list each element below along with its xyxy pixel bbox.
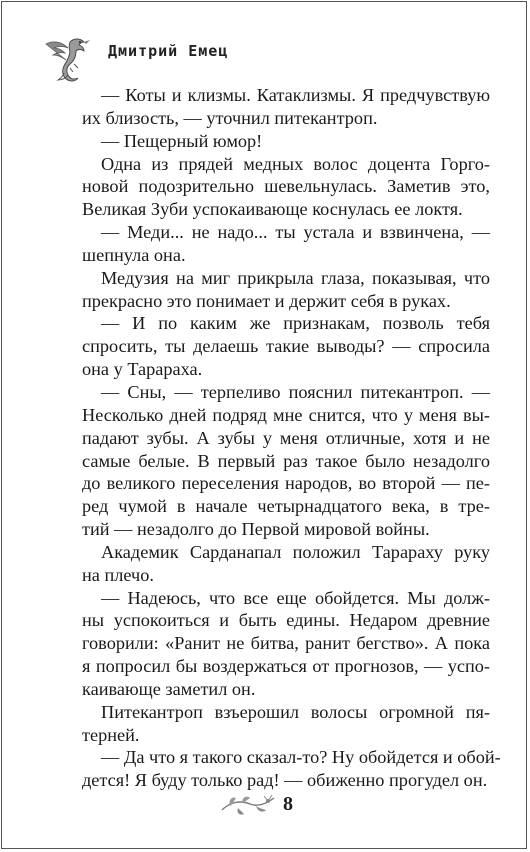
text-line: — Сны, — терпеливо пояснил питекантроп. — bbox=[101, 381, 490, 402]
text-line: терней. bbox=[82, 724, 140, 745]
text-line: прекрасно это понимает и держит себя в руках. bbox=[82, 290, 451, 311]
text-line: — Надеюсь, что все еще обойдется. Мы долж- bbox=[101, 587, 490, 608]
text-line: каивающе заметил он. bbox=[82, 678, 256, 699]
text-line: шепнула она. bbox=[82, 244, 186, 265]
text-line: самые белые. В первый раз такое было незадолго bbox=[82, 450, 490, 471]
text-line: Несколько дней подряд мне снится, что у меня вы- bbox=[82, 404, 490, 425]
author-name: Дмитрий Емец bbox=[108, 42, 229, 60]
page-number: 8 bbox=[283, 793, 293, 815]
dragon-icon bbox=[40, 34, 102, 86]
text-line: я попросил бы воздержаться от прогнозов, — успо- bbox=[82, 656, 490, 677]
text-line: тий — незадолго до Первой мировой войны. bbox=[82, 519, 430, 540]
text-line: Великая Зуби успокаивающе коснулась ее локтя. bbox=[82, 199, 463, 220]
page-footer bbox=[220, 790, 320, 820]
text-line: — Пещерный юмор! bbox=[101, 130, 263, 151]
text-line: — Меди... не надо... ты устала и взвинчена, — bbox=[101, 222, 490, 243]
text-line: Медузия на миг прикрыла глаза, показывая, что bbox=[101, 267, 490, 288]
text-line: она у Тарараха. bbox=[82, 359, 203, 380]
text-line: — И по каким же признакам, позволь тебя bbox=[101, 313, 490, 334]
text-line: дется! Я буду только рад! — обиженно прогудел он. bbox=[82, 770, 488, 791]
text-line: новой подозрительно шевельнулась. Заметив это, bbox=[82, 176, 490, 197]
text-line: говорили: «Ранит не битва, ранит бегство». А пока bbox=[82, 633, 490, 654]
text-line: Академик Сарданапал положил Тарараху руку bbox=[101, 541, 490, 562]
text-line: ред чумой в начале четырнадцатого века, в тре- bbox=[82, 496, 490, 517]
text-line: — Да что я такого сказал-то? Ну обойдется и обой- bbox=[101, 747, 501, 768]
text-line: — Коты и клизмы. Катаклизмы. Я предчувствую bbox=[101, 85, 490, 105]
body-text bbox=[82, 84, 501, 792]
text-line: на плечо. bbox=[82, 564, 154, 585]
text-line: Одна из прядей медных волос доцента Горго- bbox=[101, 153, 490, 174]
text-line: Питекантроп взъерошил волосы огромной пя- bbox=[101, 701, 490, 722]
text-line: спросить, ты делаешь такие выводы? — спросила bbox=[82, 336, 490, 357]
floral-ornament-icon bbox=[220, 792, 278, 818]
text-line: до великого переселения народов, во второй — пе- bbox=[82, 473, 490, 494]
text-line: ны успокоиться и быть едины. Недаром древние bbox=[82, 610, 490, 631]
text-line: падают зубы. А зубы у меня отличные, хотя и не bbox=[82, 427, 490, 448]
text-line: их близость, — уточнил питекантроп. bbox=[82, 107, 378, 128]
